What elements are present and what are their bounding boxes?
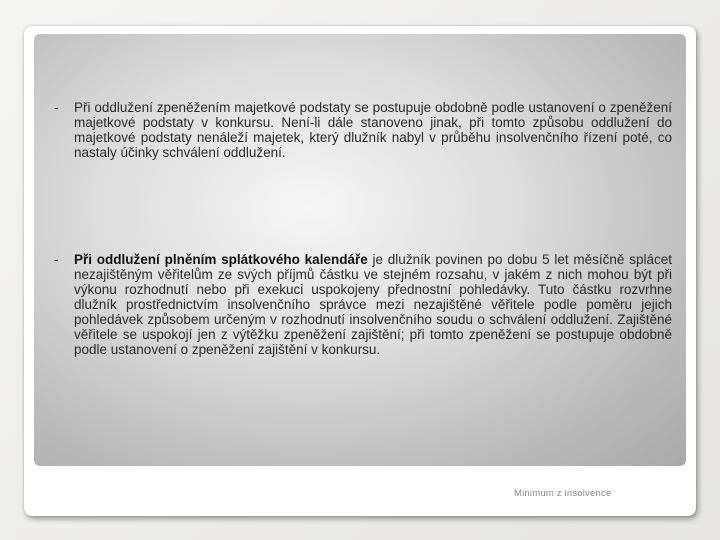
content-panel <box>34 34 686 466</box>
bullet-item-splatkovy-kalendar <box>54 252 672 357</box>
bullet-marker: - <box>54 252 59 267</box>
bullet-text <box>74 252 672 357</box>
bullet-item-zpenezeni <box>54 100 672 160</box>
bullet-body: je dlužník povinen po dobu 5 let měsíčně splácet nezajištěným věřitelům ze svých příjmů částku ve stejném rozsahu, v jakém z nich mohou být při výkonu rozhodnutí nebo při exekuci uspokojeny přednostní pohledávky. Tuto částku rozvrhne dlužník prostřednictvím insolvenčního správce mezi nezajištěné věřitele podle poměru jejich pohledávek způsobem určeným v rozhodnutí insolvenčního soudu o schválení oddlužení. Zajištěné věřitele se uspokojí jen z výtěžku zpeněžení zajištění; při tomto zpeněžení se postupuje obdobně podle ustanovení o zpeněžení zajištění v konkursu. <box>74 252 672 357</box>
slide-footer: Minimum z insolvence <box>514 488 612 499</box>
bullet-marker: - <box>54 100 59 115</box>
bullet-body: Při oddlužení zpeněžením majetkové podstaty se postupuje obdobně podle ustanovení o zpeněžení majetkové podstaty v konkursu. Není-li dále stanoveno jinak, při tomto způsobu oddlužení do majetkové podstaty nenáleží majetek, který dlužník nabyl v průběhu insolvenčního řízení poté, co nastaly účinky schválení oddlužení. <box>74 100 672 160</box>
bullet-bold-term: Při oddlužení plněním splátkového kalendáře <box>74 252 368 267</box>
bullet-text <box>74 100 672 160</box>
